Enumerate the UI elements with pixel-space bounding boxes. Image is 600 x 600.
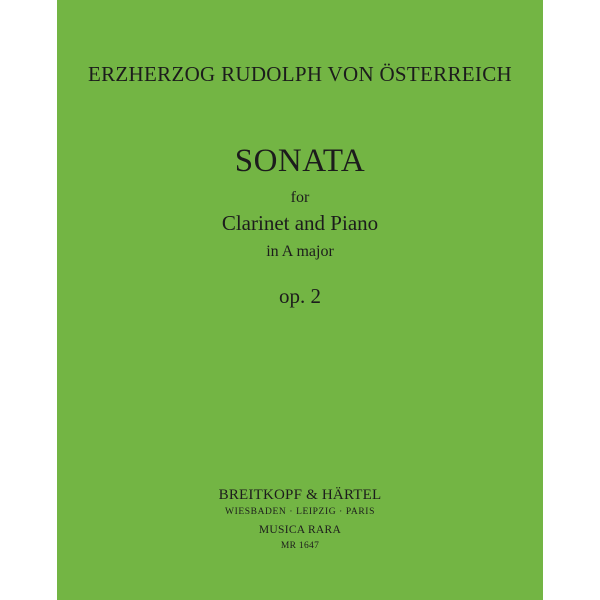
key-signature: in A major (266, 243, 334, 260)
publisher-name: BREITKOPF & HÄRTEL (218, 487, 382, 503)
for-text: for (290, 189, 310, 206)
catalog-number: MR 1647 (280, 541, 320, 551)
work-title: SONATA (234, 143, 366, 179)
score-cover (57, 0, 543, 600)
composer-name: ERZHERZOG RUDOLPH VON ÖSTERREICH (88, 62, 512, 86)
imprint-name: MUSICA RARA (258, 524, 342, 536)
opus-number: op. 2 (279, 284, 321, 308)
publisher-cities: WIESBADEN · LEIPZIG · PARIS (225, 507, 375, 517)
instrumentation: Clarinet and Piano (221, 211, 379, 235)
